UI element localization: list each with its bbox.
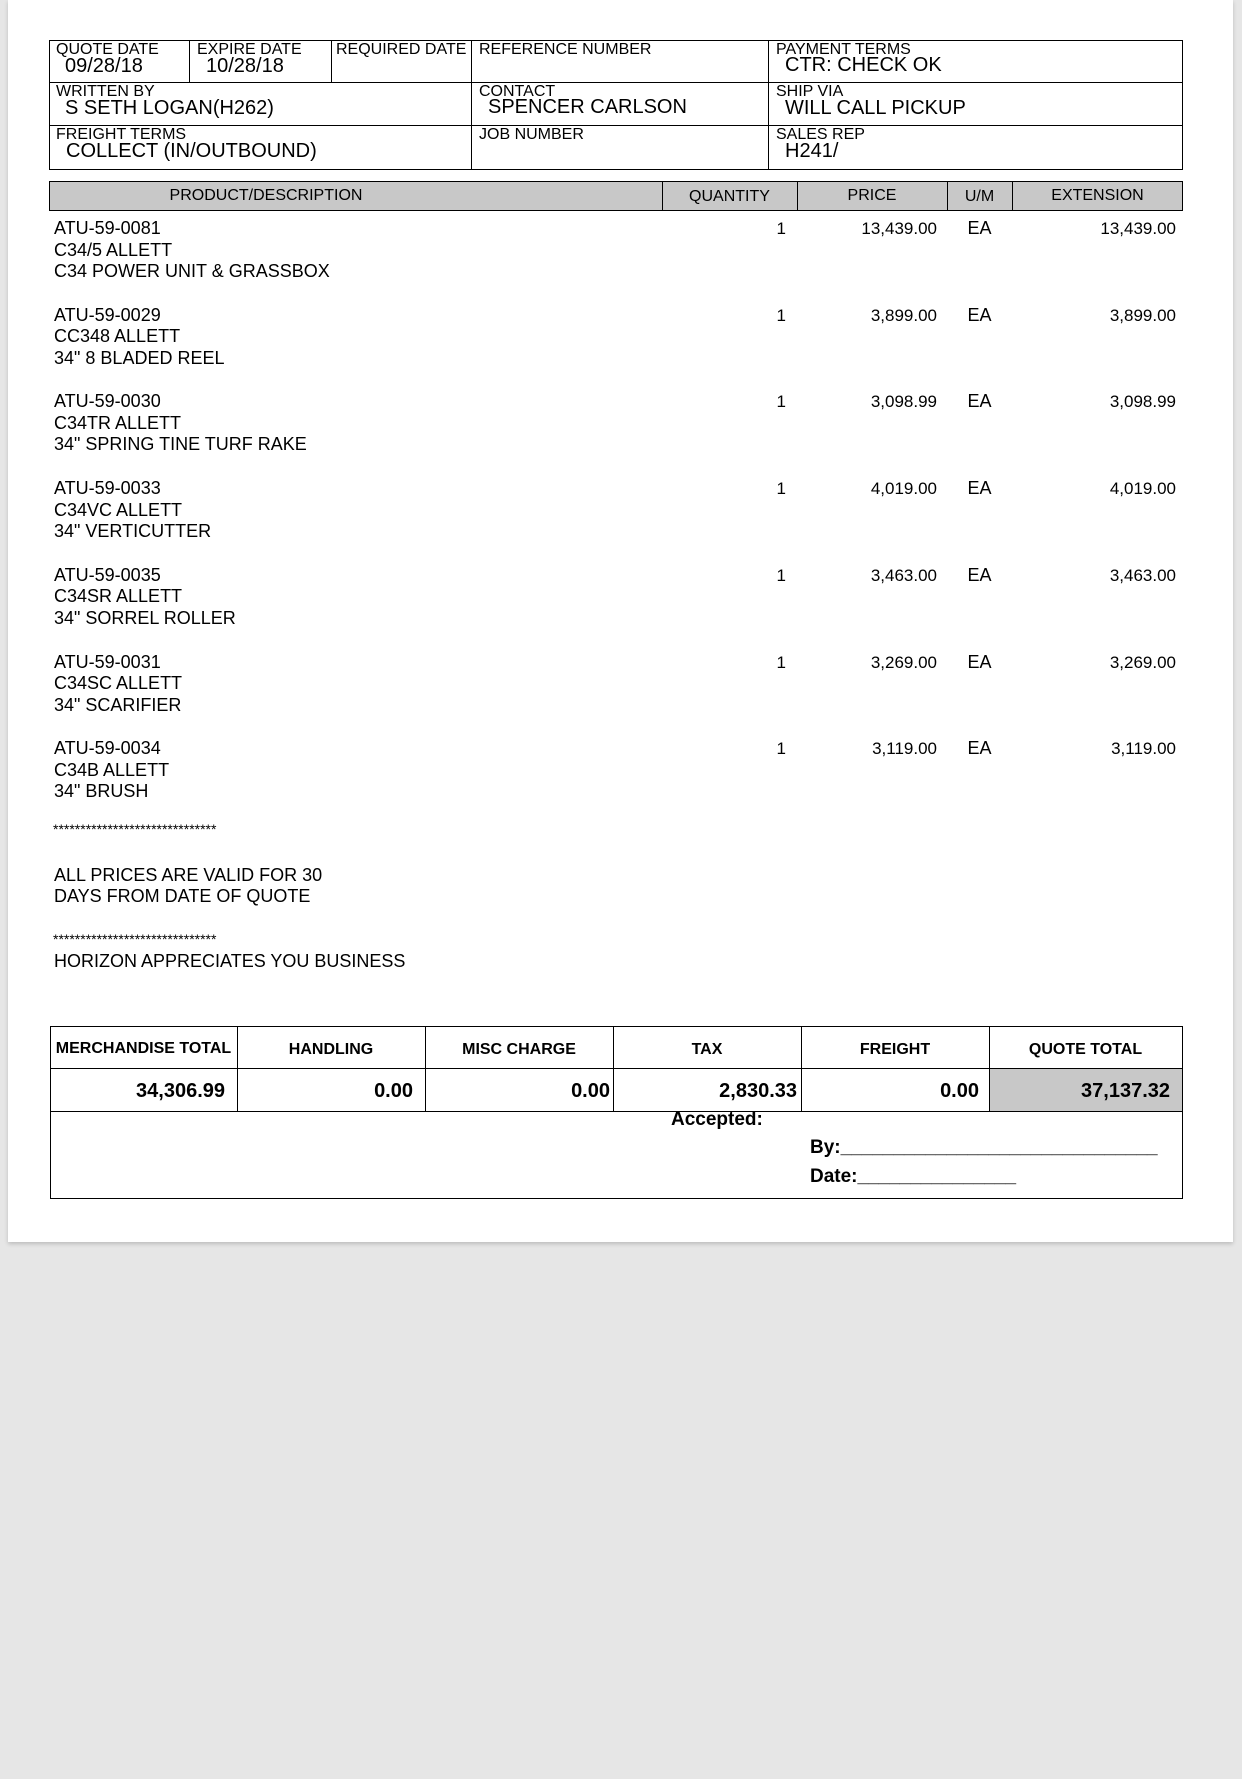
item-price: 4,019.00 bbox=[870, 479, 937, 499]
item-description: C34 POWER UNIT & GRASSBOX bbox=[54, 261, 330, 281]
item-extension: 13,439.00 bbox=[1100, 219, 1176, 238]
item-quantity: 1 bbox=[776, 305, 786, 325]
part-number: ATU-59-0081 bbox=[54, 218, 161, 238]
item-um: EA bbox=[967, 478, 992, 499]
quote-date-label: QUOTE DATE bbox=[56, 41, 159, 58]
item-description: 34" BRUSH bbox=[54, 781, 149, 802]
item-um: EA bbox=[967, 651, 992, 672]
model-name: CC348 ALLETT bbox=[54, 326, 181, 347]
misc-charge-label: MISC CHARGE bbox=[462, 1041, 576, 1058]
separator-stars: ****************************** bbox=[53, 931, 217, 947]
quote-total-value: 37,137.32 bbox=[1081, 1080, 1170, 1102]
item-extension: 4,019.00 bbox=[1109, 479, 1176, 499]
col-quantity-header: QUANTITY bbox=[689, 188, 770, 205]
payment-terms-value: CTR: CHECK OK bbox=[785, 54, 942, 76]
sales-rep-value: H241/ bbox=[785, 140, 839, 162]
reference-number-label: REFERENCE NUMBER bbox=[479, 41, 652, 58]
accepted-label: Accepted: bbox=[671, 1109, 763, 1130]
ship-via-label: SHIP VIA bbox=[776, 83, 844, 100]
model-name: C34SR ALLETT bbox=[54, 586, 183, 607]
item-description: 34" VERTICUTTER bbox=[54, 521, 212, 542]
written-by-value: S SETH LOGAN(H262) bbox=[65, 97, 274, 119]
thank-you-note: HORIZON APPRECIATES YOU BUSINESS bbox=[54, 951, 406, 971]
item-quantity: 1 bbox=[776, 565, 786, 585]
item-um: EA bbox=[967, 738, 992, 759]
freight-terms-value: COLLECT (IN/OUTBOUND) bbox=[66, 140, 317, 162]
item-price: 3,098.99 bbox=[870, 392, 937, 412]
item-um: EA bbox=[967, 218, 992, 238]
item-quantity: 1 bbox=[776, 739, 786, 759]
merchandise-total-value: 34,306.99 bbox=[136, 1080, 225, 1102]
freight-label: FREIGHT bbox=[859, 1041, 931, 1058]
job-number-label: JOB NUMBER bbox=[479, 126, 584, 143]
model-name: C34VC ALLETT bbox=[54, 499, 183, 520]
tax-value: 2,830.33 bbox=[719, 1080, 797, 1102]
freight-value: 0.00 bbox=[940, 1080, 979, 1102]
item-description: 34" SPRING TINE TURF RAKE bbox=[54, 434, 307, 455]
part-number: ATU-59-0034 bbox=[54, 738, 161, 759]
item-um: EA bbox=[967, 391, 992, 412]
payment-terms-label: PAYMENT TERMS bbox=[776, 41, 911, 58]
model-name: C34SC ALLETT bbox=[54, 673, 183, 693]
item-extension: 3,098.99 bbox=[1109, 392, 1176, 412]
sales-rep-label: SALES REP bbox=[776, 126, 865, 143]
item-quantity: 1 bbox=[776, 392, 786, 412]
item-um: EA bbox=[967, 564, 992, 585]
item-price: 3,463.00 bbox=[870, 565, 937, 585]
item-extension: 3,899.00 bbox=[1109, 305, 1176, 325]
quote-total-label: QUOTE TOTAL bbox=[1028, 1041, 1143, 1058]
validity-note-line-1: ALL PRICES ARE VALID FOR 30 bbox=[54, 865, 323, 885]
misc-charge-value: 0.00 bbox=[571, 1080, 610, 1102]
written-by-label: WRITTEN BY bbox=[56, 83, 155, 100]
item-price: 3,269.00 bbox=[870, 652, 937, 672]
part-number: ATU-59-0030 bbox=[54, 391, 161, 412]
ship-via-value: WILL CALL PICKUP bbox=[785, 97, 966, 119]
expire-date-value: 10/28/18 bbox=[206, 55, 284, 77]
contact-value: SPENCER CARLSON bbox=[488, 96, 687, 118]
item-extension: 3,119.00 bbox=[1111, 739, 1176, 759]
col-um-header: U/M bbox=[964, 188, 995, 205]
validity-note-line-2: DAYS FROM DATE OF QUOTE bbox=[54, 886, 311, 906]
model-name: C34TR ALLETT bbox=[54, 412, 182, 433]
item-description: 34" SORREL ROLLER bbox=[54, 607, 236, 628]
model-name: C34B ALLETT bbox=[54, 759, 170, 780]
expire-date-label: EXPIRE DATE bbox=[197, 41, 302, 58]
model-name: C34/5 ALLETT bbox=[54, 239, 173, 260]
item-price: 3,899.00 bbox=[870, 305, 937, 325]
item-quantity: 1 bbox=[776, 652, 786, 672]
item-extension: 3,269.00 bbox=[1109, 652, 1176, 672]
quote-page bbox=[8, 0, 1233, 1242]
handling-label: HANDLING bbox=[288, 1041, 374, 1058]
required-date-label: REQUIRED DATE bbox=[336, 41, 467, 58]
separator-stars: ****************************** bbox=[53, 821, 217, 837]
part-number: ATU-59-0035 bbox=[54, 564, 161, 585]
item-price: 3,119.00 bbox=[872, 739, 937, 759]
merchandise-total-label: MERCHANDISE TOTAL bbox=[55, 1040, 232, 1057]
contact-label: CONTACT bbox=[479, 83, 556, 100]
item-quantity: 1 bbox=[776, 219, 786, 238]
handling-value: 0.00 bbox=[374, 1080, 413, 1102]
tax-label: TAX bbox=[691, 1041, 723, 1058]
part-number: ATU-59-0033 bbox=[54, 478, 161, 499]
item-description: 34" SCARIFIER bbox=[54, 694, 182, 715]
quote-date-value: 09/28/18 bbox=[65, 55, 143, 77]
item-um: EA bbox=[967, 304, 992, 325]
col-price-header: PRICE bbox=[847, 187, 897, 204]
item-quantity: 1 bbox=[776, 479, 786, 499]
item-price: 13,439.00 bbox=[861, 219, 937, 238]
col-description-header: PRODUCT/DESCRIPTION bbox=[169, 187, 363, 204]
freight-terms-label: FREIGHT TERMS bbox=[56, 126, 187, 143]
part-number: ATU-59-0029 bbox=[54, 304, 161, 325]
part-number: ATU-59-0031 bbox=[54, 651, 161, 672]
accepted-by-line[interactable]: By:______________________________ bbox=[810, 1137, 1158, 1158]
col-extension-header: EXTENSION bbox=[1051, 187, 1144, 204]
accepted-date-line[interactable]: Date:_______________ bbox=[810, 1166, 1017, 1187]
item-extension: 3,463.00 bbox=[1109, 565, 1176, 585]
item-description: 34" 8 BLADED REEL bbox=[54, 347, 225, 368]
